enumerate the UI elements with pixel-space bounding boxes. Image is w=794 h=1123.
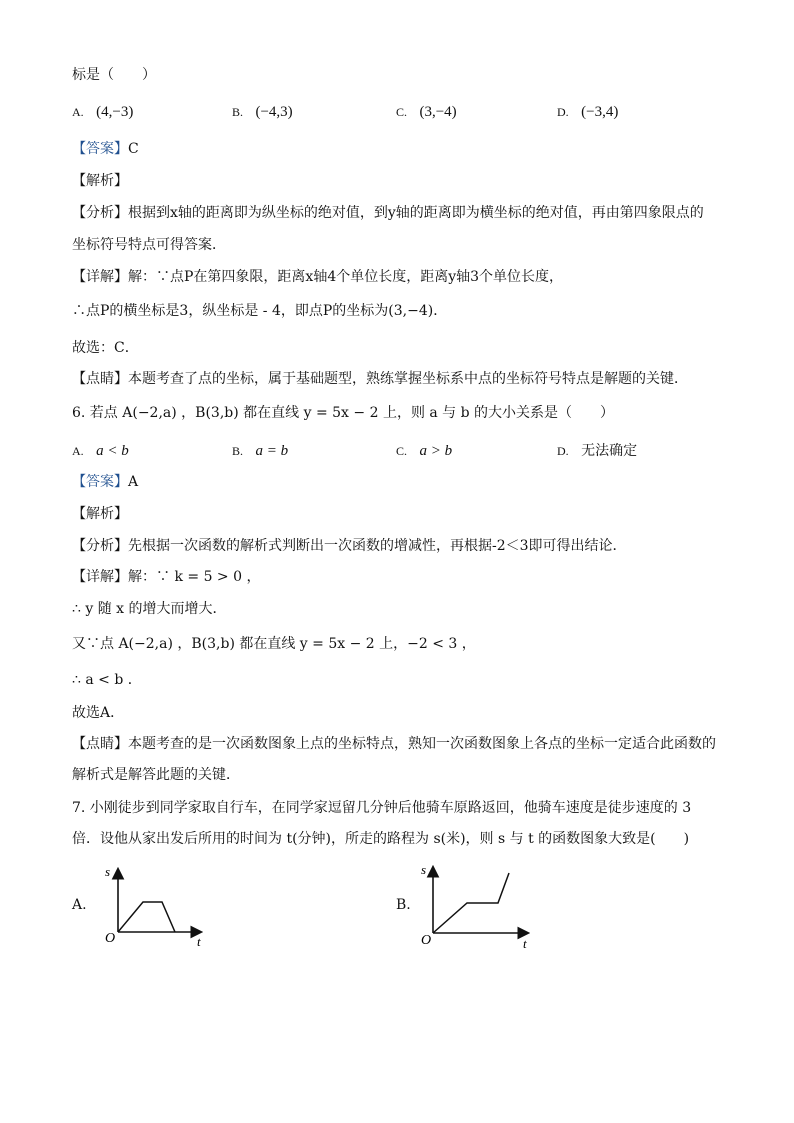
q6-option-d[interactable] xyxy=(557,442,637,460)
option-label: D. xyxy=(557,444,569,458)
option-text: (3,−4) xyxy=(419,104,457,120)
q6-fenxi xyxy=(72,537,627,555)
q6-line-2: ∴ y 随 x 的增大而增大． xyxy=(72,601,227,617)
fenxi-tag: 【分析】 xyxy=(72,205,128,221)
q5-answer xyxy=(72,140,139,158)
dianjing-text: 本题考查了点的坐标，属于基础题型，熟练掌握坐标系中点的坐标符号特点是解题的关键． xyxy=(128,371,688,387)
option-text: (−3,4) xyxy=(581,104,619,120)
q5-xiangjie xyxy=(72,268,563,286)
xiangjie-tag: 【详解】 xyxy=(72,569,128,585)
q5-jiexi: 【解析】 xyxy=(72,173,128,189)
origin-label: O xyxy=(421,933,432,948)
q5-guxuan: 故选：C． xyxy=(72,340,139,356)
xiangjie-text: 解：∵点P在第四象限，距离x轴4个单位长度，距离y轴3个单位长度， xyxy=(128,269,564,285)
origin-label: O xyxy=(105,931,116,946)
s-label: s xyxy=(421,862,427,877)
q6-stem: 6. 若点 A(−2,a) ，B(3,b) 都在直线 y = 5x − 2 上，则 a 与 b 的大小关系是（ ） xyxy=(72,405,615,421)
q7-stem: 7. 小刚徒步到同学家取自行车，在同学家逗留几分钟后他骑车原路返回，他骑车速度是徒步速度的 3 xyxy=(72,800,692,816)
option-text: (4,−3) xyxy=(96,104,134,120)
q5-fenxi xyxy=(72,204,704,222)
dianjing-text: 本题考查的是一次函数图象上点的坐标特点，熟知一次函数图象上各点的坐标一定适合此函数的 xyxy=(128,736,716,752)
fenxi-tag: 【分析】 xyxy=(72,538,128,554)
option-text: a < b xyxy=(96,443,129,459)
answer-tag: 【答案】 xyxy=(72,474,128,490)
answer-value: C xyxy=(128,141,139,157)
q6-answer xyxy=(72,473,138,491)
q7-option-b-label[interactable]: B. xyxy=(396,897,411,913)
q5-fenxi-2: 坐标符号特点可得答案． xyxy=(72,237,226,253)
dianjing-tag: 【点睛】 xyxy=(72,371,128,387)
dianjing-tag: 【点睛】 xyxy=(72,736,128,752)
q5-dianjing xyxy=(72,370,688,388)
q5-option-c[interactable] xyxy=(396,103,457,121)
option-text: a = b xyxy=(255,443,289,459)
q6-line-4: ∴ a < b ． xyxy=(72,672,142,688)
q6-xiangjie xyxy=(72,568,260,586)
q6-line-3: 又∵点 A(−2,a) ，B(3,b) 都在直线 y = 5x − 2 上，−2 < 3 ， xyxy=(72,636,476,652)
q5-stem-tail: 标是（ ） xyxy=(72,67,156,83)
option-label: A. xyxy=(72,105,84,119)
q6-option-b[interactable] xyxy=(232,442,288,460)
option-text: 无法确定 xyxy=(581,443,638,459)
q7-graph-b[interactable] xyxy=(415,858,535,952)
q7-graph-a[interactable] xyxy=(100,862,210,952)
option-text: a > b xyxy=(419,443,453,459)
xiangjie-text: 解：∵ k = 5 > 0 ， xyxy=(128,569,261,585)
t-label: t xyxy=(197,934,201,949)
option-label: A. xyxy=(72,444,84,458)
s-label: s xyxy=(105,864,111,879)
q5-option-d[interactable] xyxy=(557,103,618,121)
q5-option-a[interactable] xyxy=(72,103,133,121)
graph-a-curve xyxy=(118,902,175,932)
q5-option-b[interactable] xyxy=(232,103,293,121)
q6-option-a[interactable] xyxy=(72,442,129,460)
q7-stem-2: 倍．设他从家出发后所用的时间为 t(分钟)，所走的路程为 s(米)，则 s 与 t 的函数图象大致是( ) xyxy=(72,831,690,847)
option-label: B. xyxy=(232,105,244,119)
option-label: D. xyxy=(557,105,569,119)
t-label: t xyxy=(523,936,527,951)
q6-dianjing xyxy=(72,735,716,753)
fenxi-text: 先根据一次函数的解析式判断出一次函数的增减性，再根据-2＜3即可得出结论． xyxy=(128,538,627,554)
q6-option-c[interactable] xyxy=(396,442,452,460)
option-label: C. xyxy=(396,105,408,119)
option-label: B. xyxy=(232,444,244,458)
q6-guxuan: 故选A． xyxy=(72,705,125,721)
option-text: (−4,3) xyxy=(255,104,293,120)
q6-dianjing-2: 解析式是解答此题的关键． xyxy=(72,767,240,783)
fenxi-text: 根据到x轴的距离即为纵坐标的绝对值，到y轴的距离即为横坐标的绝对值，再由第四象限点的 xyxy=(128,205,704,221)
answer-value: A xyxy=(128,474,139,490)
q5-xiangjie-2: ∴点P的横坐标是3，纵坐标是 - 4，即点P的坐标为(3,−4)． xyxy=(72,303,448,319)
q7-option-a-label[interactable]: A. xyxy=(72,897,87,913)
answer-tag: 【答案】 xyxy=(72,141,128,157)
xiangjie-tag: 【详解】 xyxy=(72,269,128,285)
q6-jiexi: 【解析】 xyxy=(72,506,128,522)
graph-b-curve xyxy=(433,873,509,933)
option-label: C. xyxy=(396,444,408,458)
